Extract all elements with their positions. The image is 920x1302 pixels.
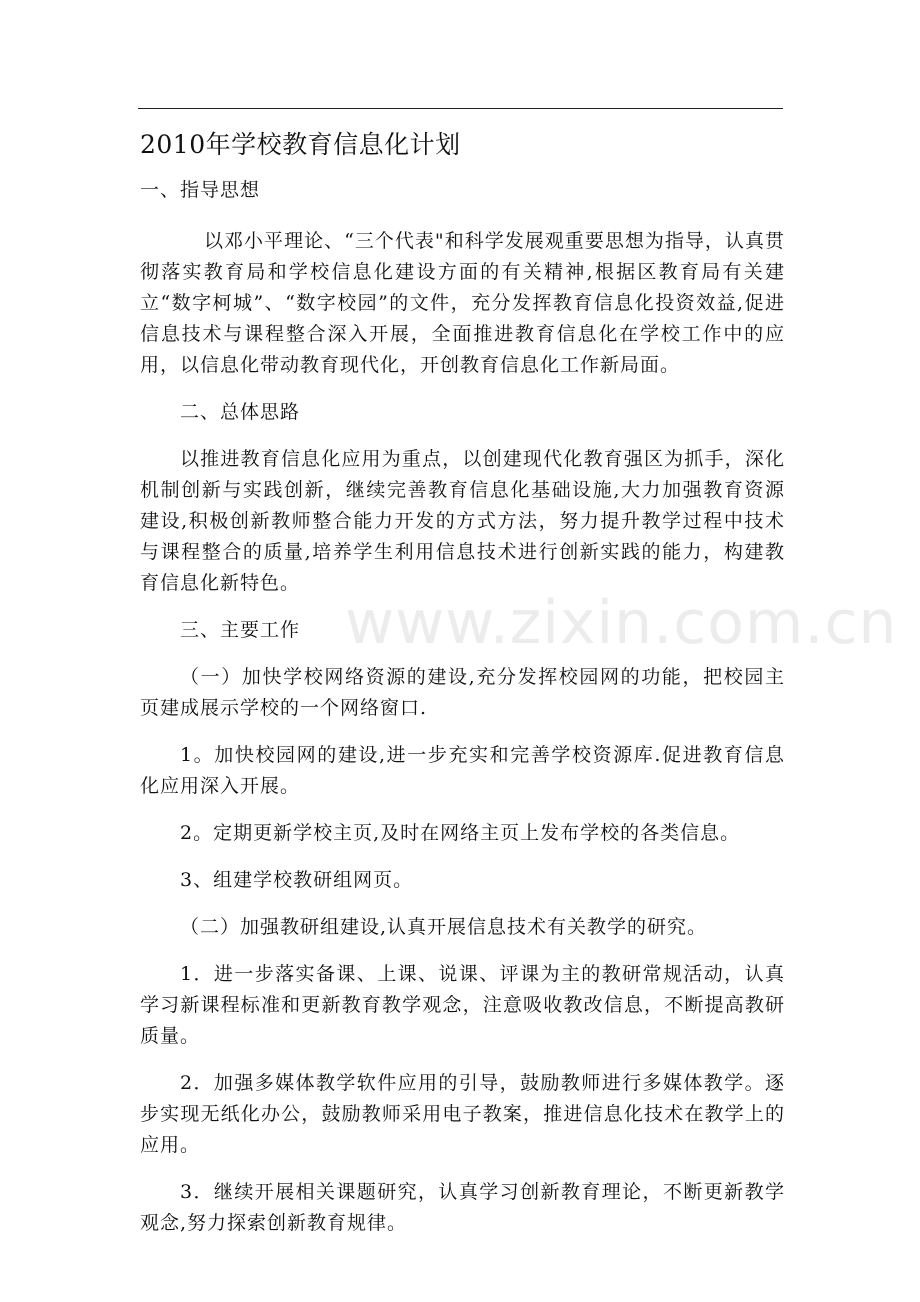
list-item-1-1: 1。加快校园网的建设,进一步充实和完善学校资源库.促进教育信息化应用深入开展。 (140, 744, 785, 797)
paragraph-overall-approach: 以推进教育信息化应用为重点，以创建现代化教育强区为抓手，深化机制创新与实践创新，继续完善教育信息化基础设施,大力加强教育资源建设,积极创新教师整合能力开发的方式方法，努力提升教学过程中技术与课程整合的质量,培养学生利用信息技术进行创新实践的能力，构建教育信息化新特色。 (140, 448, 785, 594)
list-item-1-3: 3、组建学校教研组网页。 (180, 869, 414, 891)
document-title: 2010年学校教育信息化计划 (140, 130, 461, 159)
section-heading-overall-approach: 二、总体思路 (180, 401, 301, 423)
header-rule (138, 108, 783, 109)
list-item-2-2: 2．加强多媒体教学软件应用的引导，鼓励教师进行多媒体教学。逐步实现无纸化办公，鼓励教师采用电子教案，推进信息化技术在教学上的应用。 (140, 1072, 785, 1156)
paragraph-subsection-2: （二）加强教研组建设,认真开展信息技术有关教学的研究。 (180, 916, 708, 938)
list-item-1-2: 2。定期更新学校主页,及时在网络主页上发布学校的各类信息。 (180, 822, 741, 844)
list-item-2-3: 3．继续开展相关课题研究，认真学习创新教育理论，不断更新教学观念,努力探索创新教育规律。 (140, 1181, 785, 1234)
section-heading-main-work: 三、主要工作 (180, 619, 301, 641)
list-item-2-1: 1．进一步落实备课、上课、说课、评课为主的教研常规活动，认真学习新课程标准和更新教育教学观念，注意吸收教改信息，不断提高教研质量。 (140, 963, 785, 1047)
watermark: www.zixin.com.cn (345, 588, 898, 658)
paragraph-subsection-1: （一）加快学校网络资源的建设,充分发挥校园网的功能，把校园主页建成展示学校的一个网络窗口. (140, 666, 785, 719)
document-body (140, 175, 785, 1239)
paragraph-guiding-ideology: 以邓小平理论、“三个代表"和科学发展观重要思想为指导，认真贯彻落实教育局和学校信息化建设方面的有关精神,根据区教育局有关建立“数字柯城”、“数字校园”的文件，充分发挥教育信息化投资效益,促进信息技术与课程整合深入开展，全面推进教育信息化在学校工作中的应用，以信息化带动教育现代化，开创教育信息化工作新局面。 (140, 230, 785, 376)
section-heading-guiding-ideology: 一、指导思想 (140, 179, 261, 201)
